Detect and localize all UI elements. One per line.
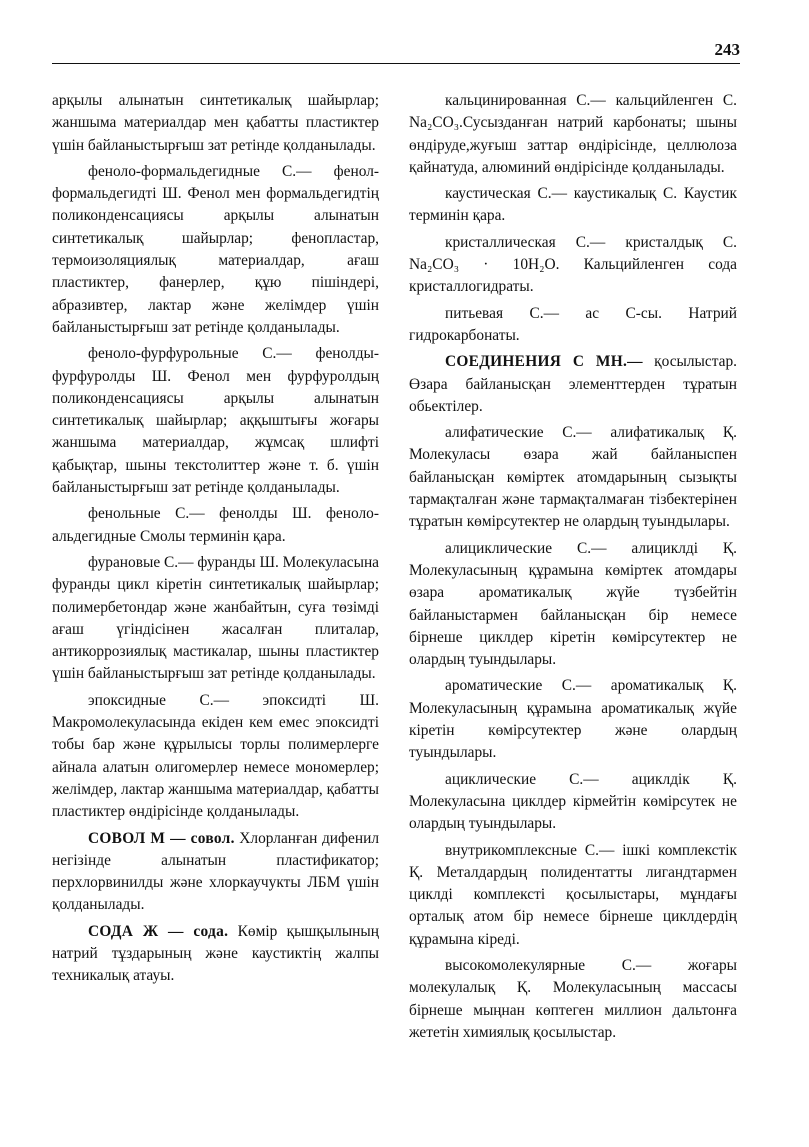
entry-term: эпоксидные С.—: [88, 691, 263, 709]
entry-term: высокомолекулярные С.—: [445, 956, 688, 974]
entry-term: внутрикомплексные С.—: [445, 841, 623, 859]
entry-definition: фуранды Ш. Молекуласына фуранды цикл кіретін синтетикалық шайырлар; полимербетондар және жанбайтын, суға төзімді ағаш үгіндісінен жасалған плиталар, антикоррозиялық мастикалар, шыны пластиктер үшін байланыстырғыш зат ретінде қолданылады.: [52, 553, 380, 683]
entry-definition: фенол-формальдегидті Ш. Фенол мен формальдегидтің поликонденсациясы арқылы алынатын синтетикалық шайырлар; фенопластар, термоизоляциялық материалдар, ағаш пластиктер, фанерлер, құю пішіндері, абразивтер, лактар және желімдер үшін байланыстырғыш зат ретінде қолданылады.: [52, 162, 379, 336]
dictionary-entry: [52, 921, 379, 988]
dictionary-entry: [409, 769, 737, 836]
entry-definition: ас С-сы. Натрий гидрокарбонаты.: [409, 304, 737, 344]
entry-definition: каустикалық С. Каустик терминін қара.: [409, 185, 737, 225]
entry-definition: кристалдық С. Na₂CO₃ · 10H₂O. Кальцийленген сода кристаллогидраты.: [409, 233, 737, 296]
entry-definition: жоғары молекулалық Қ. Молекуласының массасы бірнеше мыңнан көптеген миллион дальтонға жететін химиялық қосылыстар.: [409, 956, 737, 1041]
entry-headword: СОВОЛ М — совол.: [88, 829, 235, 847]
entry-term: кальцинированная С.—: [445, 92, 616, 109]
dictionary-entry: [52, 552, 379, 686]
dictionary-entry: [52, 828, 379, 917]
dictionary-entry: [409, 840, 737, 951]
entry-term: питьевая С.—: [445, 304, 586, 322]
dictionary-entry: [52, 690, 379, 824]
entry-definition: кальцийленген С. Na₂CO₃.Сусызданған натрий карбонаты; шыны өндіруде,жуғыш заттар өндірісінде, целлюлоза қайнатуда, алюминий өндірісінде қолданылады.: [409, 92, 737, 176]
entry-term: каустическая С.—: [445, 185, 574, 203]
entry-term: фенольные С.—: [88, 505, 220, 523]
dictionary-entry: [409, 303, 737, 348]
dictionary-entry: [409, 90, 737, 179]
entry-definition: Хлорланған дифенил негізінде алынатын пластификатор; перхлорвинилды және хлоркаучукты ЛБМ үшін қолданылады.: [52, 829, 379, 914]
dictionary-entry: [409, 232, 737, 299]
entry-definition: фенолды-фурфуролды Ш. Фенол мен фурфуролдың поликонденсациясы арқылы алынатын синтетикалық шайырлар; аққыштығы жоғары жаншыма материалдар, жұмсақ шлифті қабықтар, шыны текстолиттер және т. б. үшін байланыстырғыш зат ретінде қолданылады.: [52, 345, 379, 497]
dictionary-entry: [52, 161, 379, 339]
entry-headword: СОЕДИНЕНИЯ С МН.—: [445, 353, 643, 371]
dictionary-entry: [409, 675, 737, 764]
entry-term: алифатические С.—: [445, 424, 611, 442]
entry-term: феноло-фурфурольные С.—: [88, 345, 316, 363]
dictionary-entry: [52, 90, 379, 157]
entry-definition: эпоксидті Ш. Макромолекуласында екіден кем емес эпоксидті тобы бар және құрылысы торлы полимерлерге айнала алатын олигомерлер немесе мономерлер; желімдер, лактар жаншыма материалдар, қабатты пластиктер өндірісінде қолданылады.: [52, 691, 379, 821]
entry-definition: арқылы алынатын синтетикалық шайырлар; жаншыма материалдар мен қабатты пластиктер үшін байланыстырғыш зат ретінде қолданылады.: [52, 92, 379, 154]
entry-definition: қосылыстар. Өзара байланысқан элементтерден тұратын обьектілер.: [409, 353, 738, 415]
entry-definition: алициклді Қ. Молекуласының құрамына көміртек атомдары өзара ароматикалық жүйе түзбейтін байланыстармен байланысқан бір немесе бірнеше циклдер кіретін көмірсутектер не олардың туындылары.: [409, 539, 737, 669]
entry-term: фурановые С.—: [88, 553, 198, 571]
header-rule: [52, 63, 740, 64]
entry-definition: фенолды Ш. феноло-альдегидные Смолы терминін қара.: [52, 505, 379, 545]
entry-headword: СОДА Ж — сода.: [88, 922, 229, 940]
entry-term: ациклические С.—: [445, 770, 632, 788]
entry-definition: ішкі комплекстік Қ. Металдардың полидентатты лигандтармен циклді комплексті қосылыстары, мұндағы орталық атом бір немесе бірнеше циклдердің құрамына кіреді.: [409, 841, 737, 948]
dictionary-entry: [409, 955, 737, 1044]
dictionary-entry: [409, 538, 737, 672]
entry-definition: Көмір қышқылының натрий тұздарының және каустиктің жалпы техникалық атауы.: [52, 922, 379, 985]
dictionary-entry: [409, 351, 737, 418]
dictionary-entry: [52, 503, 379, 548]
entry-term: феноло-формальдегидные С.—: [88, 162, 334, 180]
dictionary-entry: [409, 422, 737, 533]
dictionary-entry: [409, 183, 737, 228]
entry-definition: алифатикалық Қ. Молекуласы өзара жай байланыспен байланысқан көміртек атомдарының сызықты тармақталған және тармақталмаған тізбектерінен тұратын көмірсутектер не олардың туындылары.: [409, 424, 737, 531]
entry-term: кристаллическая С.—: [445, 233, 626, 251]
entry-definition: ароматикалық Қ. Молекуласының құрамына ароматикалық жүйе кіретін көмірсутектер және олардың туындылары.: [409, 677, 737, 762]
dictionary-entry: [52, 343, 379, 499]
entry-term: ароматические С.—: [445, 677, 611, 695]
right-column: [409, 90, 737, 1048]
entry-term: алициклические С.—: [445, 539, 632, 557]
left-column: [52, 90, 379, 992]
entry-definition: ациклдік Қ. Молекуласына циклдер кірмейтін көмірсутек не олардың туындылары.: [409, 770, 737, 833]
page-number: 243: [714, 40, 740, 59]
